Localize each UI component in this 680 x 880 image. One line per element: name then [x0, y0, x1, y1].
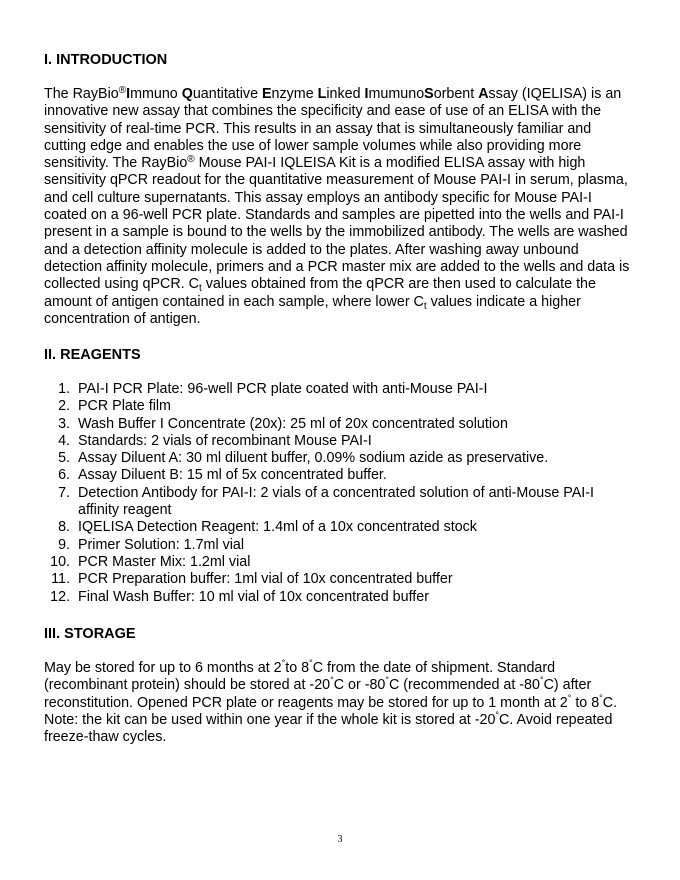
list-item: 11. PCR Preparation buffer: 1ml vial of 10x concentrated buffer — [51, 571, 453, 588]
reagents-list — [44, 381, 634, 606]
storage-heading: III. STORAGE — [44, 626, 136, 642]
page-number: 3 — [337, 834, 343, 845]
list-item: 2. PCR Plate film — [58, 398, 171, 415]
list-item: 8. IQELISA Detection Reagent: 1.4ml of a 10x concentrated stock — [58, 519, 477, 536]
reagents-heading: II. REAGENTS — [44, 347, 141, 363]
list-item: 5. Assay Diluent A: 30 ml diluent buffer, 0.09% sodium azide as preservative. — [58, 450, 549, 467]
storage-paragraph: May be stored for up to 6 months at 2°to 8°C from the date of shipment. Standard (recombinant protein) should be stored at -20°C or -80°C (recommended at -80°C) after reconstitution. Opened PCR plate or reagents may be stored for up to 1 month at 2° to 8°C. Note: the kit can be used within one year if the whole kit is stored at -20°C. Avoid repeated freeze-thaw cycles. — [44, 658, 618, 746]
list-item: 12. Final Wash Buffer: 10 ml vial of 10x concentrated buffer — [50, 588, 429, 605]
list-item: 3. Wash Buffer I Concentrate (20x): 25 ml of 20x concentrated solution — [58, 415, 508, 432]
list-item: 4. Standards: 2 vials of recombinant Mouse PAI-I — [58, 432, 372, 449]
list-item: 1. PAI-I PCR Plate: 96-well PCR plate coated with anti-Mouse PAI-I — [58, 381, 488, 397]
list-item: 9. Primer Solution: 1.7ml vial — [58, 536, 245, 553]
introduction-heading: I. INTRODUCTION — [44, 52, 168, 68]
introduction-paragraph: The RayBio®Immuno Quantitative Enzyme Linked ImumunoSorbent Assay (IQELISA) is an innovative new assay that combines the specificity and ease of use of an ELISA with the sensitivity of real-time PCR. This results in an assay that is simultaneously familiar and cutting edge and enables the use of lower sample volumes while also providing more sensitivity. The RayBio® Mouse PAI-I IQLEISA Kit is a modified ELISA assay with high sensitivity qPCR readout for the quantitative measurement of Mouse PAI-I in serum, plasma, and cell culture supernatants. This assay employs an antibody specific for Mouse PAI-I coated on a 96-well PCR plate. Standards and samples are pipetted into the wells and PAI-I present in a sample is bound to the wells by the immobilized antibody. The wells are washed and a detection affinity molecule is added to the plates. After washing away unbound detection affinity molecule, primers and a PCR master mix are added to the wells and data is collected using qPCR. $C_t$ values obtained from the qPCR are then used to calculate the amount of antigen contained in each sample, where lower $C_t$ values indicate a higher concentration of antigen. — [44, 85, 630, 327]
list-item: 10. PCR Master Mix: 1.2ml vial — [50, 553, 251, 570]
list-item: 7. Detection Antibody for PAI-I: 2 vials of a concentrated solution of anti-Mouse PAI-I affinity reagent — [58, 484, 595, 519]
list-item: 6. Assay Diluent B: 15 ml of 5x concentrated buffer. — [58, 467, 387, 484]
